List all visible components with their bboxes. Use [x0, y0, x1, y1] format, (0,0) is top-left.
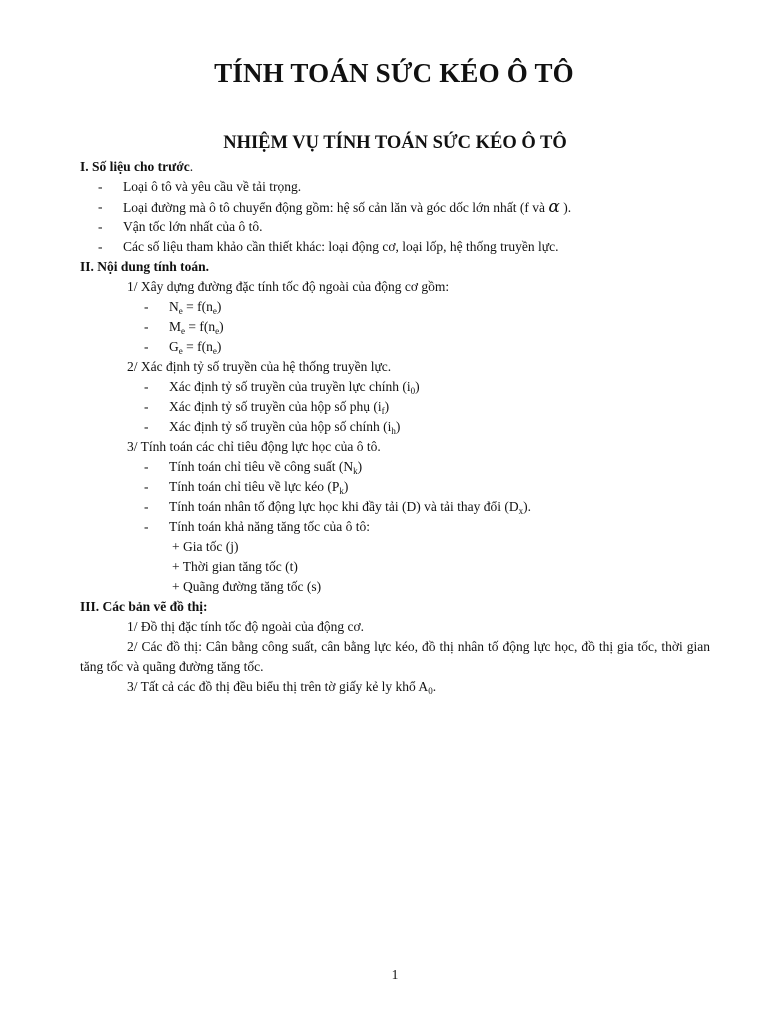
formula-text: [169, 337, 221, 357]
list-item: [80, 397, 710, 417]
list-item: [80, 417, 710, 437]
paragraph-subscript: 0: [428, 686, 433, 696]
list-item-text: [169, 477, 348, 497]
list-item-text-main: Xác định tỷ số truyền của truyền lực chính (i: [169, 379, 411, 394]
paragraph-text: 1/ Đồ thị đặc tính tốc độ ngoài của động cơ.: [127, 619, 364, 634]
list-dash: -: [144, 459, 149, 474]
paragraph: [80, 677, 710, 697]
list-item-text: Vận tốc lớn nhất của ô tô.: [123, 219, 263, 234]
list-dash: -: [144, 479, 149, 494]
formula-subscript: e: [178, 346, 183, 356]
list-dash: -: [144, 499, 149, 514]
list-item-text-main: Tính toán chỉ tiêu về lực kéo (P: [169, 479, 340, 494]
list-dash: -: [144, 299, 149, 314]
paragraph-text-end: .: [432, 679, 437, 694]
formula-subscript: e: [181, 326, 186, 336]
list-dash: -: [144, 419, 149, 434]
formula-item: [80, 337, 710, 357]
list-item: [80, 177, 710, 197]
list-dash: -: [98, 239, 103, 254]
plus-item-text: + Thời gian tăng tốc (t): [172, 559, 298, 574]
list-item-text: [169, 457, 362, 477]
plus-item: [80, 557, 710, 577]
list-item: [80, 377, 710, 397]
formula-subscript: e: [215, 326, 220, 336]
page-number: 1: [391, 967, 399, 982]
section-1-heading-tail: .: [189, 159, 194, 174]
subsection-title: [80, 277, 710, 297]
formula-item: [80, 297, 710, 317]
list-item-text-main: Xác định tỷ số truyền của hộp số chính (i: [169, 419, 392, 434]
list-dash: -: [144, 339, 149, 354]
list-item-text: [169, 497, 531, 517]
list-item: [80, 457, 710, 477]
list-dash: -: [144, 319, 149, 334]
plus-item-text: + Quãng đường tăng tốc (s): [172, 579, 322, 594]
paragraph-text: [127, 677, 436, 697]
list-item-text-tail: ).: [563, 200, 572, 215]
list-item-text-end: ): [343, 479, 349, 494]
formula-symbol: G: [169, 339, 179, 354]
plus-item: [80, 537, 710, 557]
list-dash: -: [144, 519, 149, 534]
list-dash: -: [144, 379, 149, 394]
subsection-title: [80, 437, 710, 457]
section-1-heading-text: I. Số liệu cho trước: [80, 159, 190, 174]
plus-item: [80, 577, 710, 597]
list-item-text: Tính toán khả năng tăng tốc của ô tô:: [169, 519, 370, 534]
list-item: [80, 497, 710, 517]
section-1-heading: [80, 157, 710, 177]
list-item-text-main: Xác định tỷ số truyền của hộp số phụ (i: [169, 399, 382, 414]
document-subtitle: NHIỆM VỤ TÍNH TOÁN SỨC KÉO Ô TÔ: [223, 133, 567, 153]
list-dash: -: [144, 399, 149, 414]
list-item-text-end: ): [357, 459, 363, 474]
list-dash: -: [98, 219, 103, 234]
formula-end: ): [216, 299, 222, 314]
formula-mid: = f(n: [185, 319, 216, 334]
list-dash: -: [98, 199, 103, 214]
formula-symbol: M: [169, 319, 182, 334]
list-item-text: [169, 397, 389, 417]
list-item-subscript: 0: [410, 386, 416, 396]
list-dash: -: [98, 179, 103, 194]
subsection-title: [80, 357, 710, 377]
list-item: [80, 517, 710, 537]
list-item-text-main: Tính toán nhân tố động lực học khi đầy tải (D) và tải thay đổi (D: [169, 499, 519, 514]
document-title: TÍNH TOÁN SỨC KÉO Ô TÔ: [214, 58, 574, 88]
formula-text: [169, 317, 224, 337]
formula-mid: = f(n: [182, 339, 213, 354]
list-item-subscript: x: [518, 506, 524, 516]
formula-subscript: e: [212, 306, 217, 316]
formula-subscript: e: [178, 306, 183, 316]
list-item-text-end: ): [415, 379, 420, 394]
formula-subscript: e: [212, 346, 217, 356]
list-item: [80, 237, 710, 257]
list-item-subscript: k: [339, 486, 344, 496]
list-item-subscript: k: [353, 466, 358, 476]
list-item-text-main: Loại đường mà ô tô chuyển động gồm: hệ số cản lăn và góc dốc lớn nhất (f và: [123, 200, 545, 215]
subsection-title-text: 1/ Xây dựng đường đặc tính tốc độ ngoài của động cơ gồm:: [127, 279, 450, 294]
subsection-title-text: 2/ Xác định tỷ số truyền của hệ thống truyền lực.: [127, 359, 392, 374]
alpha-symbol: α: [548, 197, 560, 217]
formula-symbol: N: [169, 299, 179, 314]
list-item-text: Loại ô tô và yêu cầu về tải trọng.: [123, 179, 302, 194]
list-item-text-end: ): [384, 399, 390, 414]
paragraph: [80, 617, 710, 637]
paragraph-text-main: 3/ Tất cả các đồ thị đều biểu thị trên tờ giấy kẻ ly khổ A: [127, 679, 429, 694]
list-item-text: [169, 377, 420, 397]
subsection-title-text: 3/ Tính toán các chỉ tiêu động lực học của ô tô.: [127, 439, 381, 454]
document-body: [80, 157, 710, 697]
list-item-text: [123, 197, 571, 218]
list-item-text-end: ).: [523, 499, 531, 514]
list-item-subscript: f: [381, 406, 385, 416]
section-2-heading: II. Nội dung tính toán.: [80, 259, 210, 274]
formula-text: [169, 297, 221, 317]
list-item-text-main: Tính toán chỉ tiêu về công suất (N: [169, 459, 354, 474]
list-item: [80, 477, 710, 497]
formula-mid: = f(n: [182, 299, 213, 314]
formula-end: ): [216, 339, 222, 354]
list-item-subscript: h: [391, 426, 396, 436]
plus-item-text: + Gia tốc (j): [172, 539, 239, 554]
section-3-heading: III. Các bản vẽ đồ thị:: [80, 599, 208, 614]
list-item: [80, 217, 710, 237]
formula-item: [80, 317, 710, 337]
list-item-text-end: ): [395, 419, 401, 434]
paragraph: 2/ Các đồ thị: Cân bằng công suất, cân bằng lực kéo, đồ thị nhân tố động lực học, đồ thị gia tốc, thời gian tăng tốc và quãng đường tăng tốc.: [80, 639, 710, 674]
list-item-text: [169, 417, 400, 437]
formula-end: ): [219, 319, 224, 334]
list-item-text: Các số liệu tham khảo cần thiết khác: loại động cơ, loại lốp, hệ thống truyền lực.: [123, 239, 559, 254]
list-item: [80, 197, 710, 217]
